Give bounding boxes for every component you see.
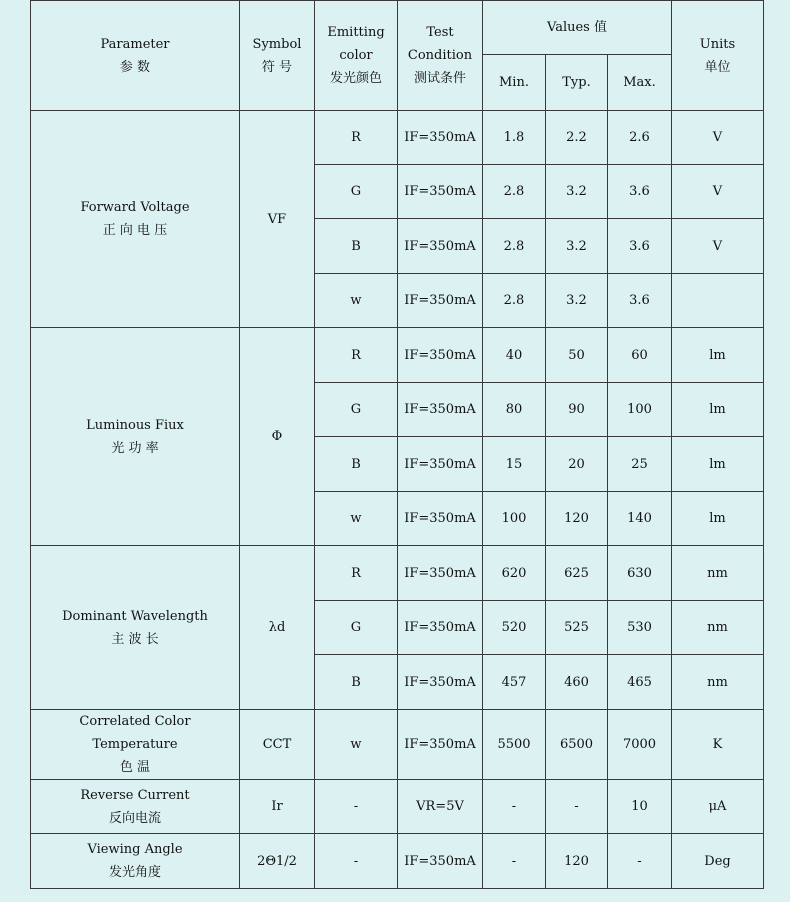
condition-cell: IF=350mA [398,601,483,655]
param-en: Viewing Angle [87,842,183,857]
color-cell: - [315,780,398,834]
header-emitting-en2: color [339,48,373,63]
min-cell: - [483,780,546,834]
condition-cell: IF=350mA [398,219,483,274]
condition-cell: IF=350mA [398,546,483,601]
color-cell: G [315,383,398,437]
min-cell: 1.8 [483,111,546,165]
condition-cell: IF=350mA [398,328,483,383]
typ-cell: 625 [546,546,608,601]
spec-table [30,0,764,889]
unit-cell: nm [672,655,764,710]
param-en: Reverse Current [80,787,190,803]
max-cell: 3.6 [608,274,672,328]
min-cell: 2.8 [483,219,546,274]
color-cell: B [315,655,398,710]
condition-cell: IF=350mA [398,834,483,889]
condition-cell: IF=350mA [398,655,483,710]
header-symbol-cn: 符 号 [261,59,293,75]
typ-cell: 50 [546,328,608,383]
min-cell: 2.8 [483,165,546,219]
color-cell: B [315,219,398,274]
max-cell: 7000 [608,710,672,780]
typ-cell: 6500 [546,710,608,780]
min-cell: 2.8 [483,274,546,328]
max-cell: 530 [608,601,672,655]
typ-cell: 525 [546,601,608,655]
color-cell: R [315,546,398,601]
color-cell: w [315,492,398,546]
unit-cell: V [672,165,764,219]
min-cell: 5500 [483,710,546,780]
condition-cell: IF=350mA [398,437,483,492]
header-parameter-en: Parameter [100,36,170,52]
symbol-lambda-d: λd [240,546,315,710]
condition-cell: IF=350mA [398,274,483,328]
param-cn: 发光角度 [108,865,161,880]
min-cell: 80 [483,383,546,437]
color-cell: R [315,111,398,165]
color-cell: R [315,328,398,383]
min-cell: 100 [483,492,546,546]
header-emitting-cn: 发光颜色 [329,71,382,86]
condition-cell: IF=350mA [398,111,483,165]
min-cell: 520 [483,601,546,655]
color-cell: G [315,165,398,219]
param-dominant-wavelength [31,546,240,710]
param-cn: 反向电流 [108,810,161,826]
min-cell: 457 [483,655,546,710]
header-test-condition [398,1,483,111]
header-symbol-en: Symbol [252,36,302,52]
param-en: Dominant Wavelength [62,608,208,624]
unit-cell: μA [672,780,764,834]
symbol-ir: Ir [240,780,315,834]
unit-cell: V [672,219,764,274]
unit-cell: lm [672,383,764,437]
header-min: Min. [483,55,546,111]
symbol-2theta: 2Θ1/2 [240,834,315,889]
header-typ: Typ. [546,55,608,111]
color-cell: B [315,437,398,492]
typ-cell: - [546,780,608,834]
condition-cell: IF=350mA [398,383,483,437]
unit-cell: nm [672,601,764,655]
typ-cell: 120 [546,492,608,546]
param-viewing-angle [31,834,240,889]
color-cell: G [315,601,398,655]
param-forward-voltage [31,111,240,328]
unit-cell: lm [672,492,764,546]
header-test-en2: Condition [407,48,473,63]
header-parameter-cn: 参 数 [119,59,151,75]
param-en2: Temperature [92,737,178,752]
max-cell: 25 [608,437,672,492]
symbol-phi: Φ [240,328,315,546]
header-units-cn: 单位 [704,59,731,75]
max-cell: 100 [608,383,672,437]
typ-cell: 3.2 [546,274,608,328]
unit-cell [672,274,764,328]
header-units [672,1,764,111]
condition-cell: IF=350mA [398,492,483,546]
unit-cell: K [672,710,764,780]
typ-cell: 460 [546,655,608,710]
param-en: Luminous Fiux [86,417,184,433]
min-cell: 40 [483,328,546,383]
typ-cell: 120 [546,834,608,889]
color-cell: w [315,710,398,780]
max-cell: 60 [608,328,672,383]
max-cell: 630 [608,546,672,601]
param-cn: 主 波 长 [111,631,159,647]
header-emitting-en1: Emitting [327,25,385,40]
max-cell: 10 [608,780,672,834]
min-cell: - [483,834,546,889]
header-emitting-color [315,1,398,111]
header-units-en: Units [699,36,736,52]
param-cct [31,710,240,780]
param-cn: 光 功 率 [111,440,159,456]
max-cell: - [608,834,672,889]
max-cell: 3.6 [608,219,672,274]
typ-cell: 3.2 [546,219,608,274]
symbol-vf: VF [240,111,315,328]
param-cn: 正 向 电 压 [102,223,168,238]
color-cell: w [315,274,398,328]
param-en: Correlated Color [79,714,191,729]
param-luminous-flux [31,328,240,546]
unit-cell: Deg [672,834,764,889]
param-en: Forward Voltage [80,200,190,215]
typ-cell: 90 [546,383,608,437]
header-test-en1: Test [426,25,454,40]
unit-cell: lm [672,437,764,492]
header-values: Values 值 [483,1,672,55]
typ-cell: 3.2 [546,165,608,219]
max-cell: 140 [608,492,672,546]
param-cn: 色 温 [119,760,151,775]
unit-cell: lm [672,328,764,383]
header-max: Max. [608,55,672,111]
header-symbol [240,1,315,111]
unit-cell: V [672,111,764,165]
unit-cell: nm [672,546,764,601]
typ-cell: 2.2 [546,111,608,165]
color-cell: - [315,834,398,889]
max-cell: 3.6 [608,165,672,219]
condition-cell: VR=5V [398,780,483,834]
condition-cell: IF=350mA [398,165,483,219]
max-cell: 465 [608,655,672,710]
header-test-cn: 测试条件 [413,71,466,86]
max-cell: 2.6 [608,111,672,165]
param-reverse-current [31,780,240,834]
min-cell: 620 [483,546,546,601]
typ-cell: 20 [546,437,608,492]
min-cell: 15 [483,437,546,492]
symbol-cct: CCT [240,710,315,780]
condition-cell: IF=350mA [398,710,483,780]
header-parameter [31,1,240,111]
